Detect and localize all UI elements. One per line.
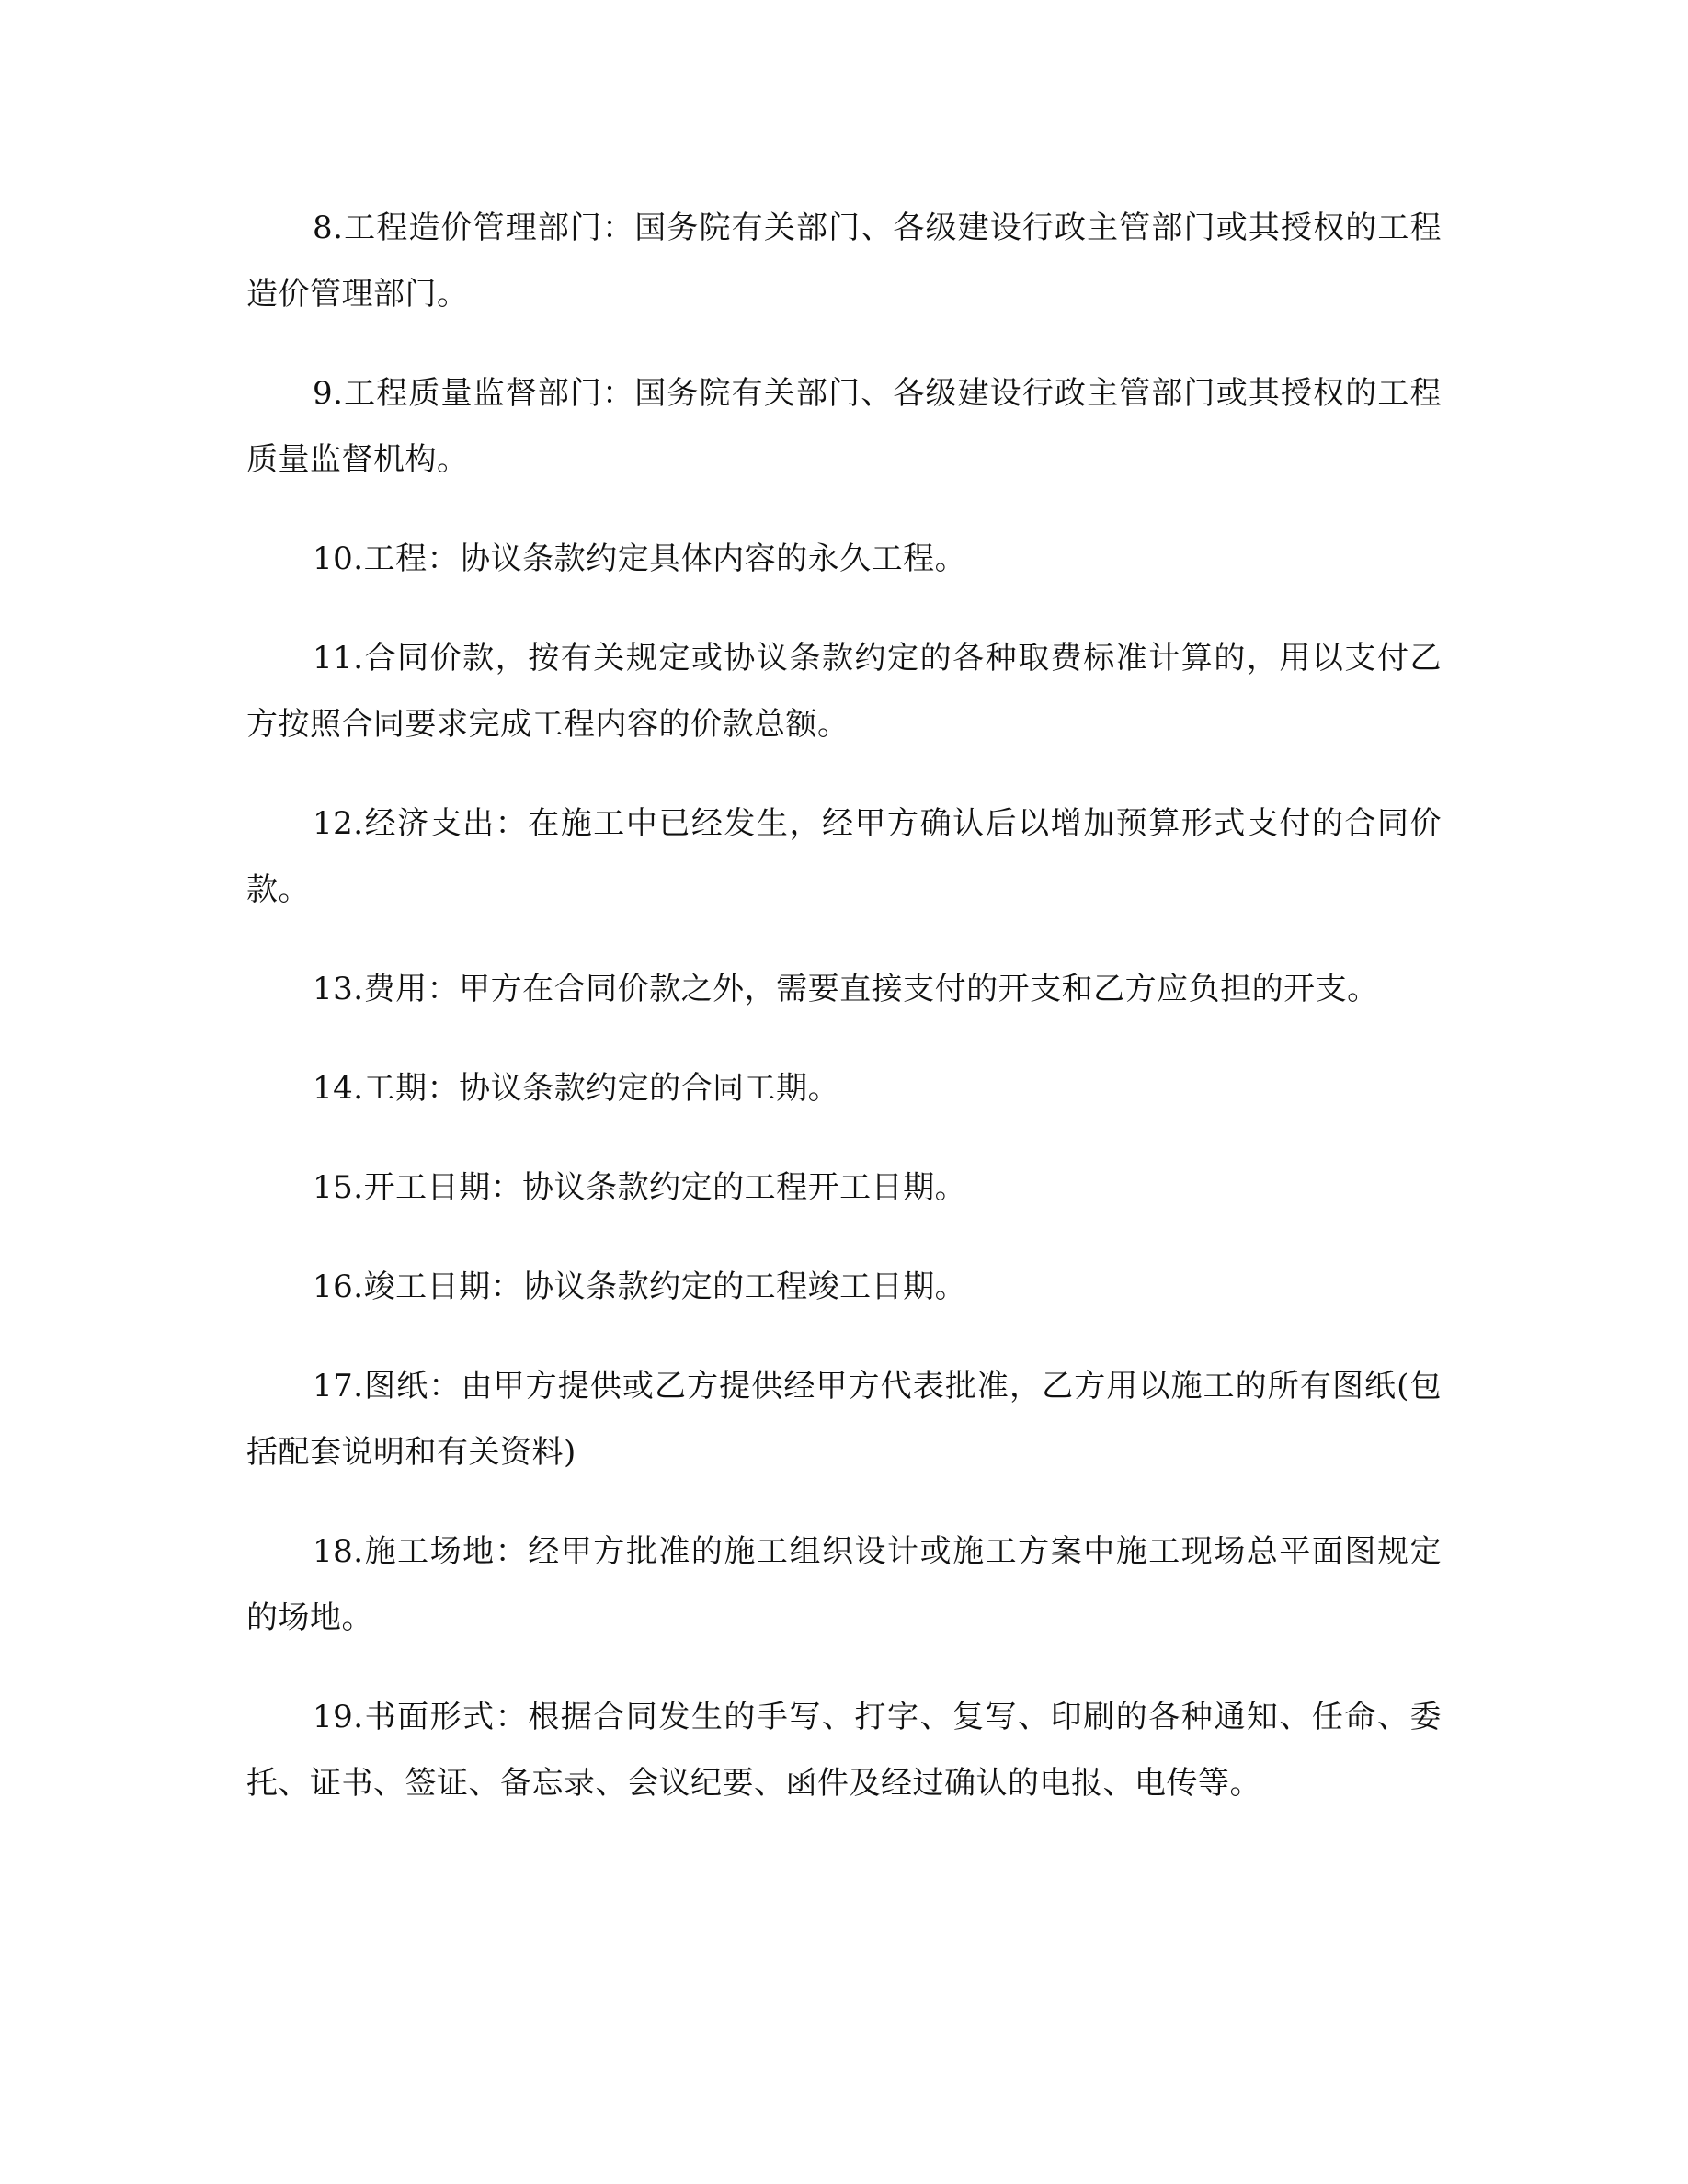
definition-paragraph-15: 15.开工日期：协议条款约定的工程开工日期。 — [313, 1169, 967, 1206]
definition-paragraph-17: 17.图纸：由甲方提供或乙方提供经甲方代表批准，乙方用以施工的所有图纸(包括配套说明和有关资料) — [246, 1368, 1442, 1471]
definition-paragraph-11: 11.合同价款，按有关规定或协议条款约定的各种取费标准计算的，用以支付乙方按照合同要求完成工程内容的价款总额。 — [246, 640, 1442, 743]
definition-paragraph-14: 14.工期：协议条款约定的合同工期。 — [313, 1070, 840, 1107]
definition-paragraph-18: 18.施工场地：经甲方批准的施工组织设计或施工方案中施工现场总平面图规定的场地。 — [246, 1533, 1442, 1636]
definition-paragraph-19: 19.书面形式：根据合同发生的手写、打字、复写、印刷的各种通知、任命、委托、证书、签证、备忘录、会议纪要、函件及经过确认的电报、电传等。 — [246, 1699, 1442, 1802]
definition-paragraph-12: 12.经济支出：在施工中已经发生，经甲方确认后以增加预算形式支付的合同价款。 — [246, 805, 1442, 908]
definition-paragraph-8: 8.工程造价管理部门：国务院有关部门、各级建设行政主管部门或其授权的工程造价管理部门。 — [246, 210, 1442, 313]
document-body — [246, 195, 1442, 1849]
definition-paragraph-13: 13.费用：甲方在合同价款之外，需要直接支付的开支和乙方应负担的开支。 — [313, 971, 1379, 1007]
definition-paragraph-10: 10.工程：协议条款约定具体内容的永久工程。 — [313, 540, 967, 577]
definition-paragraph-16: 16.竣工日期：协议条款约定的工程竣工日期。 — [313, 1268, 967, 1305]
definition-paragraph-9: 9.工程质量监督部门：国务院有关部门、各级建设行政主管部门或其授权的工程质量监督机构。 — [246, 375, 1442, 478]
